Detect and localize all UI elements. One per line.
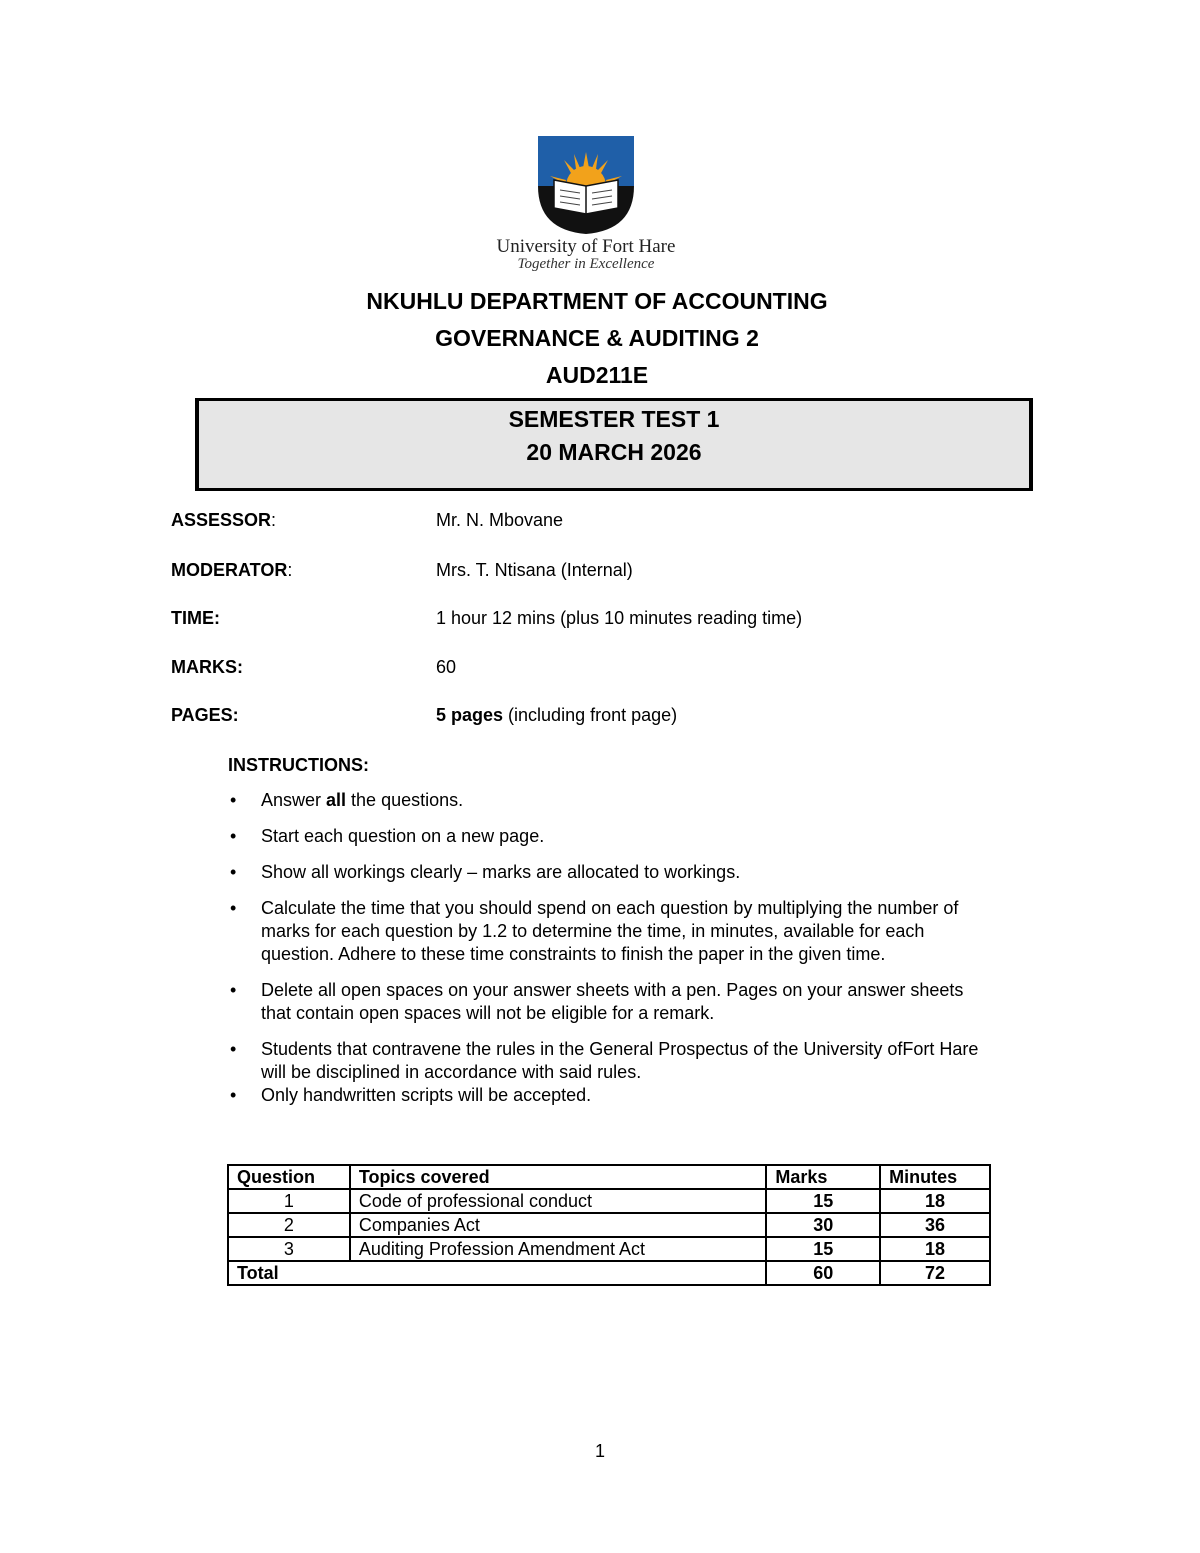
cell-marks: 15 [766, 1189, 880, 1213]
cell-total-label: Total [228, 1261, 766, 1285]
header-question: Question [228, 1165, 350, 1189]
list-item: • Start each question on a new page. [230, 826, 545, 846]
cell-total-minutes: 72 [880, 1261, 990, 1285]
assessor-value: Mr. N. Mbovane [436, 510, 564, 530]
header-minutes: Minutes [880, 1165, 990, 1189]
table-row [228, 1237, 990, 1261]
assessor-label: ASSESSOR: [171, 510, 277, 530]
marks-label: MARKS: [171, 657, 243, 677]
list-item: • Calculate the time that you should spend on each question by multiplying the number of marks for each question by 1.2 to determine the time, in minutes, available for each question. Adhere to these time constraints to finish the paper in the given time. [230, 898, 959, 964]
moderator-label: MODERATOR: [171, 560, 293, 580]
table-row [228, 1213, 990, 1237]
list-item: • Students that contravene the rules in the General Prospectus of the University ofFort Hare will be disciplined in accordance with said rules. [230, 1039, 979, 1082]
list-item: • Answer all the questions. [230, 790, 464, 810]
university-crest-logo [536, 134, 636, 236]
list-item: • Show all workings clearly – marks are allocated to workings. [230, 862, 741, 882]
cell-total-marks: 60 [766, 1261, 880, 1285]
course-code: AUD211E [545, 362, 649, 388]
cell-minutes: 36 [880, 1213, 990, 1237]
department-heading: NKUHLU DEPARTMENT OF ACCOUNTING [366, 288, 828, 314]
page-number: 1 [594, 1441, 605, 1461]
test-title: SEMESTER TEST 1 [508, 406, 720, 432]
table-row [228, 1189, 990, 1213]
list-item: • Only handwritten scripts will be accepted. [230, 1085, 592, 1105]
time-label: TIME: [171, 608, 220, 628]
cell-question: 1 [228, 1189, 350, 1213]
university-name: University of Fort Hare [496, 236, 676, 257]
marks-value: 60 [436, 657, 457, 677]
cell-question: 3 [228, 1237, 350, 1261]
time-value: 1 hour 12 mins (plus 10 minutes reading time) [436, 608, 803, 628]
pages-label: PAGES: [171, 705, 239, 725]
cell-question: 2 [228, 1213, 350, 1237]
cell-topic: Code of professional conduct [350, 1189, 766, 1213]
pages-value: 5 pages (including front page) [436, 705, 678, 725]
instructions-title: INSTRUCTIONS: [228, 755, 369, 775]
instructions-list [228, 789, 988, 1107]
cell-topic: Companies Act [350, 1213, 766, 1237]
table-total-row [228, 1261, 990, 1285]
test-title-box [195, 398, 1033, 491]
moderator-value: Mrs. T. Ntisana (Internal) [436, 560, 633, 580]
cell-marks: 15 [766, 1237, 880, 1261]
header-topics: Topics covered [350, 1165, 766, 1189]
table-header-row [228, 1165, 990, 1189]
university-tagline: Together in Excellence [517, 256, 655, 272]
list-item: • Delete all open spaces on your answer sheets with a pen. Pages on your answer sheets that contain open spaces will not be eligible for a remark. [230, 980, 964, 1023]
course-heading: GOVERNANCE & AUDITING 2 [435, 325, 759, 351]
cell-marks: 30 [766, 1213, 880, 1237]
test-date: 20 MARCH 2026 [526, 439, 702, 465]
cell-minutes: 18 [880, 1237, 990, 1261]
header-marks: Marks [766, 1165, 880, 1189]
cell-minutes: 18 [880, 1189, 990, 1213]
cell-topic: Auditing Profession Amendment Act [350, 1237, 766, 1261]
questions-table [227, 1164, 991, 1286]
